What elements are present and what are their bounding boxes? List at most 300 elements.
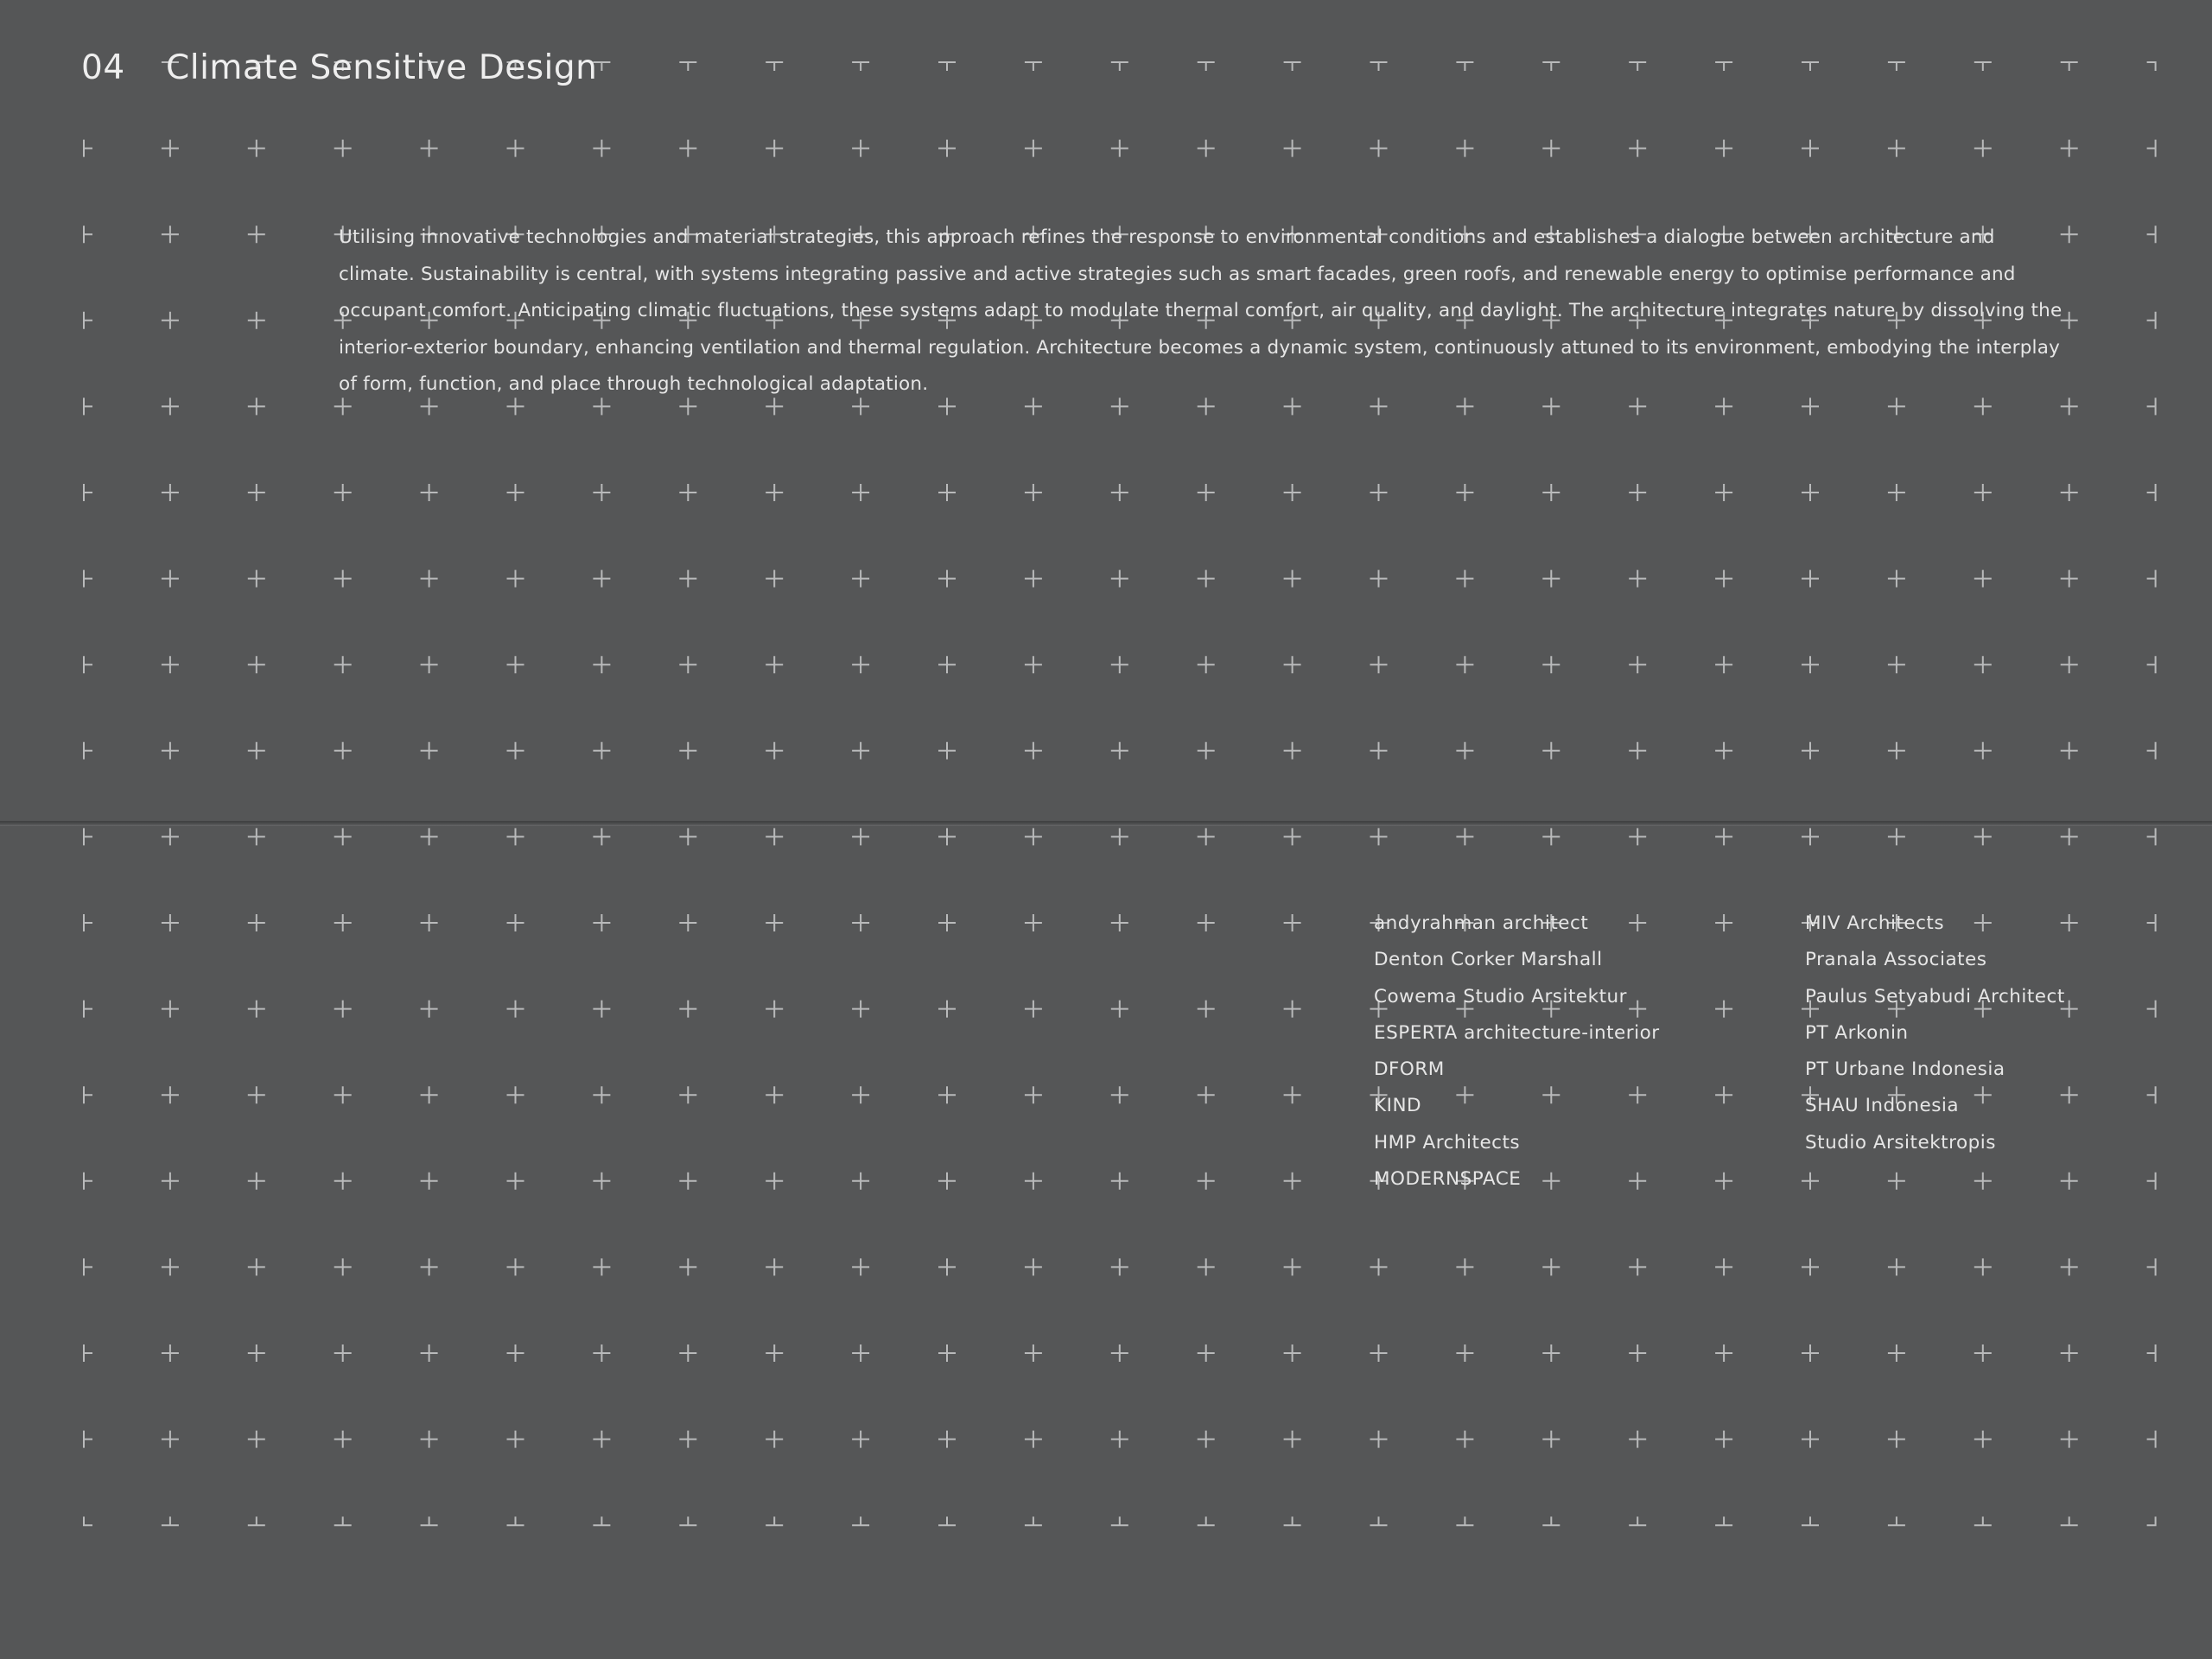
grid-mark <box>162 1001 179 1018</box>
grid-mark <box>1198 140 1215 157</box>
grid-mark <box>593 914 610 931</box>
grid-mark <box>1198 656 1215 673</box>
grid-mark <box>84 140 92 157</box>
grid-mark <box>84 1086 92 1103</box>
grid-mark <box>593 1344 610 1362</box>
grid-mark <box>334 1344 352 1362</box>
grid-mark <box>1370 1344 1388 1362</box>
grid-mark <box>1284 742 1301 760</box>
grid-mark <box>507 742 524 760</box>
grid-mark <box>1111 570 1128 588</box>
grid-mark <box>852 1431 869 1448</box>
grid-mark <box>1025 140 1042 157</box>
grid-mark <box>2147 1344 2156 1362</box>
grid-mark <box>334 1516 352 1525</box>
grid-mark <box>334 742 352 760</box>
grid-mark <box>421 1516 438 1525</box>
grid-mark <box>1284 828 1301 845</box>
grid-mark <box>1284 1001 1301 1018</box>
grid-mark <box>507 828 524 845</box>
grid-mark <box>679 1516 696 1525</box>
grid-mark <box>938 140 956 157</box>
grid-mark <box>2061 570 2078 588</box>
grid-mark <box>248 1344 265 1362</box>
grid-mark <box>766 656 783 673</box>
grid-mark <box>938 570 956 588</box>
grid-mark <box>421 1173 438 1190</box>
grid-mark <box>84 1258 92 1275</box>
grid-mark <box>1542 484 1560 501</box>
grid-mark <box>162 656 179 673</box>
grid-mark <box>852 570 869 588</box>
grid-mark <box>593 1431 610 1448</box>
grid-mark <box>593 570 610 588</box>
grid-mark <box>766 484 783 501</box>
grid-mark <box>852 1258 869 1275</box>
grid-mark <box>507 1344 524 1362</box>
grid-mark <box>1025 570 1042 588</box>
grid-mark <box>852 1516 869 1525</box>
grid-mark <box>421 570 438 588</box>
grid-mark <box>84 656 92 673</box>
grid-mark <box>1542 656 1560 673</box>
grid-mark <box>1629 1516 1646 1525</box>
grid-mark <box>1542 1258 1560 1275</box>
grid-mark <box>1456 570 1473 588</box>
grid-mark <box>852 1173 869 1190</box>
grid-mark <box>1198 1258 1215 1275</box>
grid-mark <box>938 1086 956 1103</box>
grid-mark <box>1629 1431 1646 1448</box>
grid-mark <box>334 140 352 157</box>
grid-mark <box>766 742 783 760</box>
firm-name: KIND <box>1374 1095 1422 1117</box>
grid-mark <box>2147 1173 2156 1190</box>
grid-mark <box>766 1086 783 1103</box>
grid-mark <box>1802 570 1819 588</box>
grid-mark <box>248 312 265 329</box>
grid-mark <box>1284 1258 1301 1275</box>
grid-mark <box>421 828 438 845</box>
grid-mark <box>248 140 265 157</box>
grid-mark <box>507 1001 524 1018</box>
grid-mark <box>1715 1086 1732 1103</box>
grid-mark <box>1974 1258 1992 1275</box>
grid-mark <box>1370 484 1388 501</box>
grid-mark <box>1629 484 1646 501</box>
grid-mark <box>2061 828 2078 845</box>
grid-mark <box>507 140 524 157</box>
firm-list-right <box>1805 906 2065 1161</box>
grid-mark <box>84 1431 92 1448</box>
grid-mark <box>852 62 869 71</box>
firm-name: ESPERTA architecture-interior <box>1374 1021 1660 1044</box>
grid-mark <box>1284 1431 1301 1448</box>
grid-mark <box>593 656 610 673</box>
grid-mark <box>1888 62 1905 71</box>
grid-mark <box>2061 656 2078 673</box>
grid-mark <box>1629 1258 1646 1275</box>
grid-mark <box>1629 140 1646 157</box>
grid-mark <box>1370 62 1388 71</box>
grid-mark <box>248 1086 265 1103</box>
grid-mark <box>1025 1516 1042 1525</box>
grid-mark <box>334 1001 352 1018</box>
grid-mark <box>852 828 869 845</box>
grid-mark <box>2147 656 2156 673</box>
grid-mark <box>507 1173 524 1190</box>
grid-mark <box>1111 742 1128 760</box>
grid-mark <box>679 656 696 673</box>
grid-mark <box>1542 828 1560 845</box>
grid-mark <box>679 1258 696 1275</box>
grid-mark <box>1198 828 1215 845</box>
grid-mark <box>84 1173 92 1190</box>
grid-mark <box>334 1431 352 1448</box>
grid-mark <box>1888 140 1905 157</box>
grid-mark <box>84 397 92 415</box>
grid-mark <box>2147 140 2156 157</box>
grid-mark <box>1198 570 1215 588</box>
grid-mark <box>162 397 179 415</box>
grid-mark <box>593 742 610 760</box>
grid-mark <box>248 484 265 501</box>
grid-mark <box>766 570 783 588</box>
grid-mark <box>1284 570 1301 588</box>
grid-mark <box>1974 1431 1992 1448</box>
grid-mark <box>1111 1344 1128 1362</box>
grid-mark <box>84 742 92 760</box>
grid-mark <box>162 1173 179 1190</box>
grid-mark <box>679 62 696 71</box>
grid-mark <box>1715 570 1732 588</box>
grid-mark <box>938 742 956 760</box>
grid-mark <box>766 914 783 931</box>
grid-mark <box>248 1173 265 1190</box>
grid-mark <box>1025 914 1042 931</box>
grid-mark <box>766 828 783 845</box>
grid-mark <box>1284 1086 1301 1103</box>
grid-mark <box>1111 484 1128 501</box>
grid-mark <box>1456 1344 1473 1362</box>
grid-mark <box>2147 226 2156 243</box>
grid-mark <box>162 828 179 845</box>
grid-mark <box>1198 1431 1215 1448</box>
grid-mark <box>1370 570 1388 588</box>
firm-name: Paulus Setyabudi Architect <box>1805 985 2065 1007</box>
grid-mark <box>2147 312 2156 329</box>
grid-mark <box>1370 140 1388 157</box>
grid-mark <box>1974 484 1992 501</box>
grid-mark <box>679 484 696 501</box>
grid-mark <box>1111 914 1128 931</box>
grid-mark <box>1025 1431 1042 1448</box>
firm-name: PT Arkonin <box>1805 1021 1909 1044</box>
grid-mark <box>1284 1516 1301 1525</box>
grid-mark <box>162 312 179 329</box>
firm-name: MODERNSPACE <box>1374 1168 1522 1191</box>
grid-mark <box>421 656 438 673</box>
grid-mark <box>679 828 696 845</box>
grid-mark <box>2061 742 2078 760</box>
grid-mark <box>2147 742 2156 760</box>
grid-mark <box>593 1258 610 1275</box>
grid-mark <box>852 484 869 501</box>
firm-list-left <box>1374 906 1660 1198</box>
grid-mark <box>2147 570 2156 588</box>
grid-mark <box>1888 742 1905 760</box>
grid-mark <box>1629 656 1646 673</box>
grid-mark <box>507 1258 524 1275</box>
grid-mark <box>1802 1431 1819 1448</box>
grid-mark <box>679 1086 696 1103</box>
grid-mark <box>334 914 352 931</box>
grid-mark <box>334 1258 352 1275</box>
grid-mark <box>1111 656 1128 673</box>
grid-mark <box>162 570 179 588</box>
grid-mark <box>507 484 524 501</box>
grid-mark <box>1456 656 1473 673</box>
grid-mark <box>679 570 696 588</box>
grid-mark <box>1629 62 1646 71</box>
grid-mark <box>1456 62 1473 71</box>
grid-mark <box>938 656 956 673</box>
grid-mark <box>1456 1258 1473 1275</box>
grid-mark <box>334 828 352 845</box>
grid-mark <box>766 1258 783 1275</box>
grid-mark <box>1974 140 1992 157</box>
grid-mark <box>1974 62 1992 71</box>
grid-mark <box>1370 656 1388 673</box>
firm-name: DFORM <box>1374 1058 1445 1081</box>
grid-mark <box>1629 828 1646 845</box>
grid-mark <box>1974 1344 1992 1362</box>
grid-mark <box>2061 62 2078 71</box>
grid-mark <box>1542 742 1560 760</box>
grid-mark <box>1715 140 1732 157</box>
grid-mark <box>1542 62 1560 71</box>
grid-mark <box>1715 1001 1732 1018</box>
firm-name: Studio Arsitektropis <box>1805 1131 1996 1154</box>
grid-mark <box>1284 62 1301 71</box>
grid-mark <box>766 1001 783 1018</box>
grid-mark <box>84 914 92 931</box>
grid-mark <box>421 484 438 501</box>
grid-mark <box>162 1516 179 1525</box>
grid-mark <box>84 226 92 243</box>
grid-mark <box>1284 484 1301 501</box>
grid-mark <box>248 1258 265 1275</box>
grid-mark <box>593 484 610 501</box>
grid-mark <box>766 1516 783 1525</box>
grid-mark <box>1025 1344 1042 1362</box>
grid-mark <box>1888 570 1905 588</box>
grid-mark <box>1025 1086 1042 1103</box>
grid-mark <box>938 484 956 501</box>
grid-mark <box>938 828 956 845</box>
grid-mark <box>1370 828 1388 845</box>
grid-mark <box>1025 656 1042 673</box>
grid-mark <box>679 1431 696 1448</box>
section-heading <box>81 48 597 87</box>
grid-mark <box>593 1086 610 1103</box>
grid-mark <box>1542 1344 1560 1362</box>
grid-mark <box>1802 1258 1819 1275</box>
grid-mark <box>1802 484 1819 501</box>
grid-mark <box>766 1344 783 1362</box>
grid-mark <box>248 742 265 760</box>
firm-name: andyrahman architect <box>1374 912 1589 934</box>
grid-mark <box>1715 1344 1732 1362</box>
grid-mark <box>1111 1173 1128 1190</box>
grid-mark <box>852 140 869 157</box>
grid-mark <box>421 1431 438 1448</box>
grid-mark <box>1974 570 1992 588</box>
grid-mark <box>1715 914 1732 931</box>
grid-mark <box>938 914 956 931</box>
grid-mark <box>1888 1344 1905 1362</box>
grid-mark <box>1370 1258 1388 1275</box>
grid-mark <box>1974 742 1992 760</box>
firm-name: Cowema Studio Arsitektur <box>1374 985 1627 1007</box>
grid-mark <box>1715 1173 1732 1190</box>
grid-mark <box>507 1516 524 1525</box>
grid-mark <box>2147 1258 2156 1275</box>
grid-mark <box>507 1086 524 1103</box>
grid-mark <box>1025 1001 1042 1018</box>
grid-mark <box>1025 1173 1042 1190</box>
grid-mark <box>1284 1173 1301 1190</box>
grid-mark <box>852 1086 869 1103</box>
grid-mark <box>248 828 265 845</box>
grid-mark <box>1370 742 1388 760</box>
grid-mark <box>2061 1173 2078 1190</box>
grid-mark <box>1198 1086 1215 1103</box>
grid-mark <box>1802 62 1819 71</box>
grid-mark <box>1974 1516 1992 1525</box>
grid-mark <box>507 656 524 673</box>
grid-mark <box>1802 828 1819 845</box>
grid-mark <box>84 1001 92 1018</box>
grid-mark <box>1888 656 1905 673</box>
grid-mark <box>162 140 179 157</box>
grid-mark <box>248 397 265 415</box>
grid-mark <box>1715 828 1732 845</box>
fold-line <box>0 821 2212 826</box>
grid-mark <box>938 1173 956 1190</box>
grid-mark <box>1542 570 1560 588</box>
grid-mark <box>421 742 438 760</box>
grid-mark <box>1888 1516 1905 1525</box>
grid-mark <box>766 1173 783 1190</box>
grid-mark <box>334 1173 352 1190</box>
grid-mark <box>84 570 92 588</box>
grid-mark <box>679 914 696 931</box>
grid-mark <box>1111 1258 1128 1275</box>
grid-mark <box>84 828 92 845</box>
grid-mark <box>421 914 438 931</box>
grid-mark <box>334 656 352 673</box>
grid-mark <box>593 1001 610 1018</box>
grid-mark <box>162 1258 179 1275</box>
grid-mark <box>1284 140 1301 157</box>
grid-mark <box>421 1001 438 1018</box>
grid-mark <box>852 914 869 931</box>
grid-mark <box>334 570 352 588</box>
grid-mark <box>1542 140 1560 157</box>
grid-mark <box>2147 1086 2156 1103</box>
grid-mark <box>1802 742 1819 760</box>
grid-mark <box>1198 1516 1215 1525</box>
grid-mark <box>1715 656 1732 673</box>
firm-name: SHAU Indonesia <box>1805 1095 1960 1117</box>
grid-mark <box>679 742 696 760</box>
grid-mark <box>2061 1344 2078 1362</box>
grid-mark <box>1888 1173 1905 1190</box>
grid-mark <box>84 312 92 329</box>
grid-mark <box>162 484 179 501</box>
grid-mark <box>593 828 610 845</box>
grid-mark <box>1542 1516 1560 1525</box>
grid-mark <box>2147 484 2156 501</box>
grid-mark <box>938 1431 956 1448</box>
grid-mark <box>679 1001 696 1018</box>
grid-mark <box>162 914 179 931</box>
grid-mark <box>1370 1431 1388 1448</box>
grid-mark <box>593 1516 610 1525</box>
grid-mark <box>938 1344 956 1362</box>
grid-mark <box>766 140 783 157</box>
grid-mark <box>421 140 438 157</box>
grid-mark <box>1888 828 1905 845</box>
grid-mark <box>248 1516 265 1525</box>
grid-mark <box>1542 1431 1560 1448</box>
grid-mark <box>507 570 524 588</box>
grid-mark <box>1456 828 1473 845</box>
grid-mark <box>1456 1516 1473 1525</box>
grid-mark <box>938 1258 956 1275</box>
grid-mark <box>1629 570 1646 588</box>
firm-name: Denton Corker Marshall <box>1374 949 1603 971</box>
grid-mark <box>1111 828 1128 845</box>
grid-mark <box>1888 1258 1905 1275</box>
grid-mark <box>1111 140 1128 157</box>
grid-mark <box>1974 656 1992 673</box>
grid-mark <box>1974 1173 1992 1190</box>
grid-mark <box>766 1431 783 1448</box>
grid-mark <box>1284 656 1301 673</box>
grid-mark <box>162 226 179 243</box>
grid-mark <box>334 484 352 501</box>
section-title: Climate Sensitive Design <box>166 48 598 87</box>
grid-mark <box>1370 1516 1388 1525</box>
grid-mark <box>1111 1001 1128 1018</box>
grid-mark <box>593 140 610 157</box>
grid-mark <box>1284 1344 1301 1362</box>
grid-mark <box>1456 1431 1473 1448</box>
grid-mark <box>1715 1258 1732 1275</box>
grid-mark <box>1111 1516 1128 1525</box>
grid-mark <box>1888 484 1905 501</box>
grid-mark <box>679 1344 696 1362</box>
grid-mark <box>421 1086 438 1103</box>
grid-mark <box>1198 484 1215 501</box>
grid-mark <box>2147 62 2156 71</box>
grid-mark <box>1111 62 1128 71</box>
grid-mark <box>162 1344 179 1362</box>
grid-mark <box>2147 1001 2156 1018</box>
grid-mark <box>938 1516 956 1525</box>
